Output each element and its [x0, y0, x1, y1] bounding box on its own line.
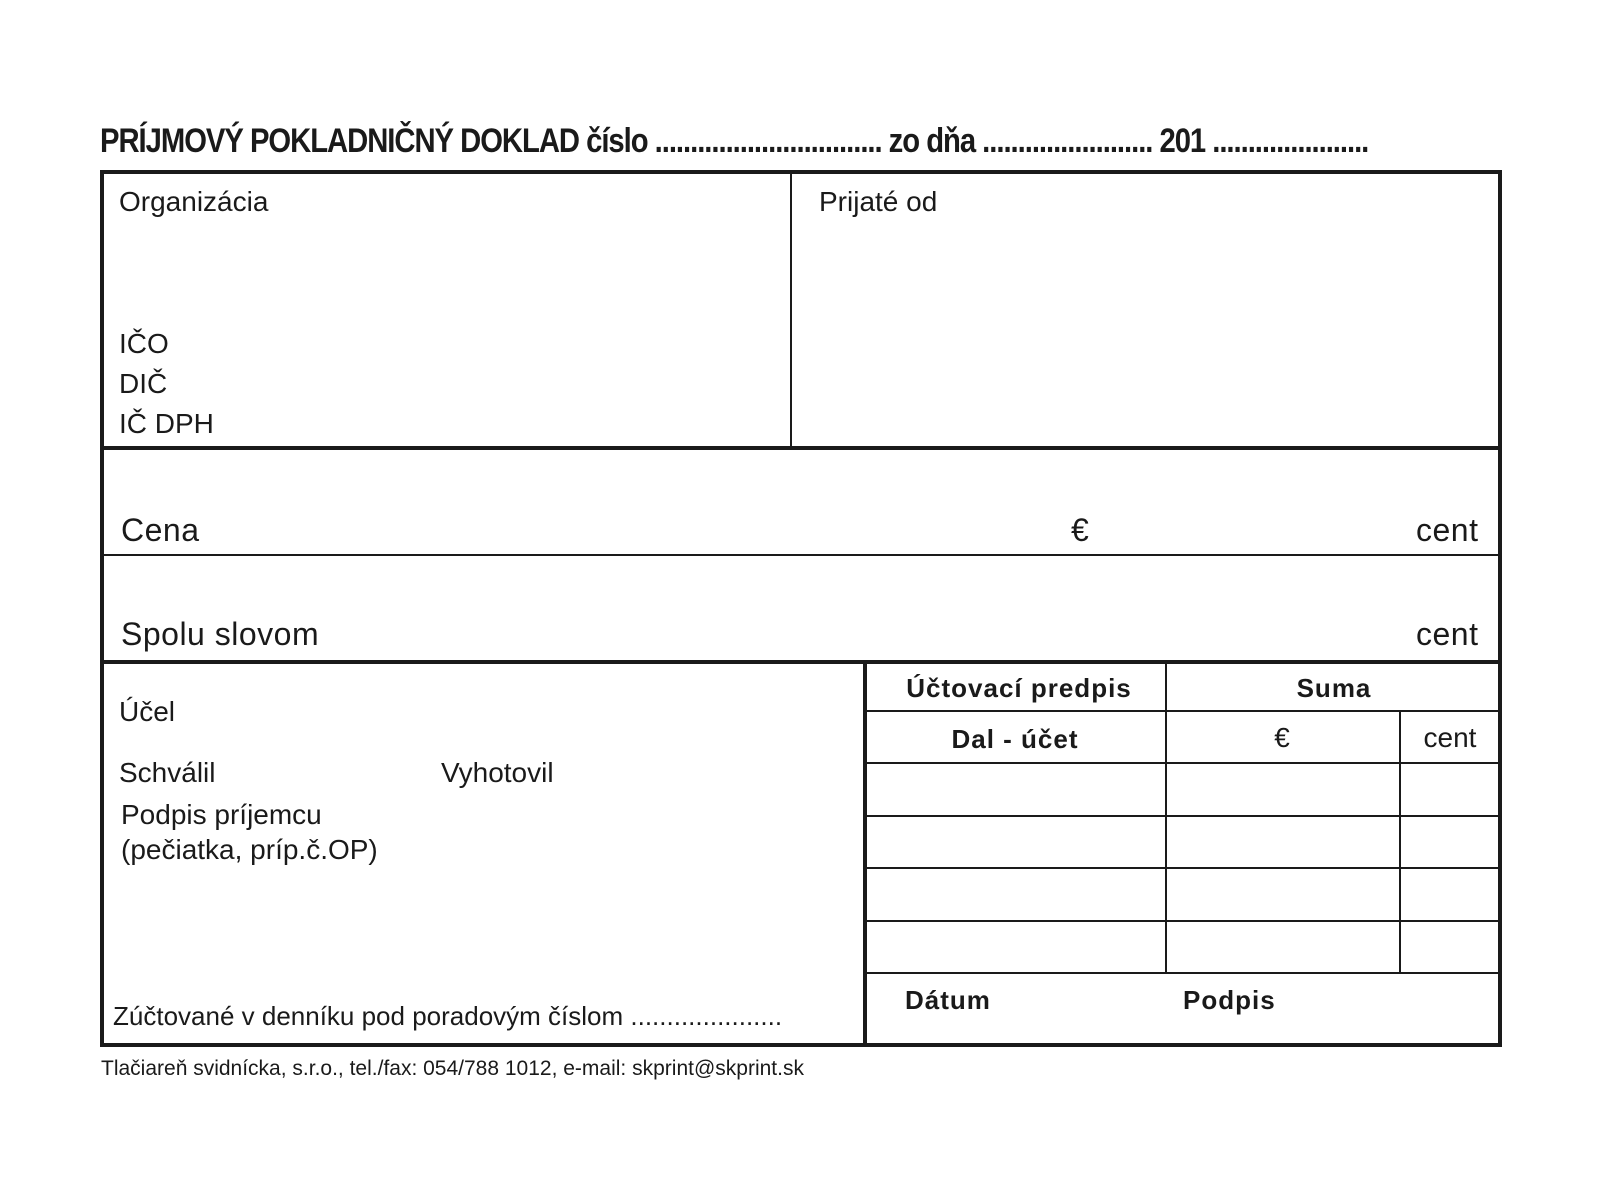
price-label: Cena [121, 512, 200, 548]
dic-label: DIČ [119, 368, 168, 399]
table-row-divider-3 [865, 920, 1500, 922]
date-label: Dátum [905, 985, 991, 1015]
table-row-divider-1 [865, 815, 1500, 817]
journal-entry-label: Zúčtované v denníku pod poradovým číslom ..................... [113, 1001, 783, 1031]
table-col-euro: € [1274, 722, 1290, 753]
approved-label: Schválil [119, 757, 216, 788]
table-header-predpis: Účtovací predpis [906, 673, 1132, 703]
organization-label: Organizácia [119, 186, 269, 217]
ico-label: IČO [119, 328, 169, 359]
price-euro-sign: € [1071, 512, 1090, 548]
table-row-divider-subheader [865, 762, 1500, 764]
table-col-divider-2 [1399, 710, 1401, 973]
recipient-signature-note: (pečiatka, príp.č.OP) [121, 834, 378, 865]
purpose-label: Účel [119, 696, 176, 727]
table-row-divider-4 [865, 972, 1500, 974]
divider-top-vertical [790, 172, 792, 448]
divider-bottom-vertical [863, 662, 867, 1045]
document-title: PRÍJMOVÝ POKLADNIČNÝ DOKLAD číslo ................................ zo dňa ........................ 201 ...................... [100, 122, 1369, 160]
recipient-signature-label: Podpis príjemcu [121, 799, 322, 830]
table-row-divider-2 [865, 867, 1500, 869]
divider-after-total-words [102, 660, 1500, 664]
divider-after-price [102, 554, 1500, 556]
divider-after-organization [102, 446, 1500, 450]
total-words-label: Spolu slovom [121, 616, 320, 652]
table-header-suma: Suma [1296, 673, 1372, 703]
ic-dph-label: IČ DPH [119, 408, 214, 439]
price-cent-label: cent [1416, 512, 1479, 548]
signature-label: Podpis [1183, 985, 1276, 1015]
table-row-divider-header [865, 710, 1500, 712]
table-col-cent: cent [1423, 722, 1477, 753]
received-from-label: Prijaté od [819, 186, 938, 217]
table-col-dal-ucet: Dal - účet [951, 724, 1079, 754]
table-col-divider-1 [1165, 662, 1167, 973]
total-words-cent-label: cent [1416, 616, 1479, 652]
printer-footer: Tlačiareň svidnícka, s.r.o., tel./fax: 054/788 1012, e-mail: skprint@skprint.sk [101, 1057, 804, 1080]
prepared-label: Vyhotovil [441, 757, 554, 788]
form-frame [100, 170, 1502, 1047]
